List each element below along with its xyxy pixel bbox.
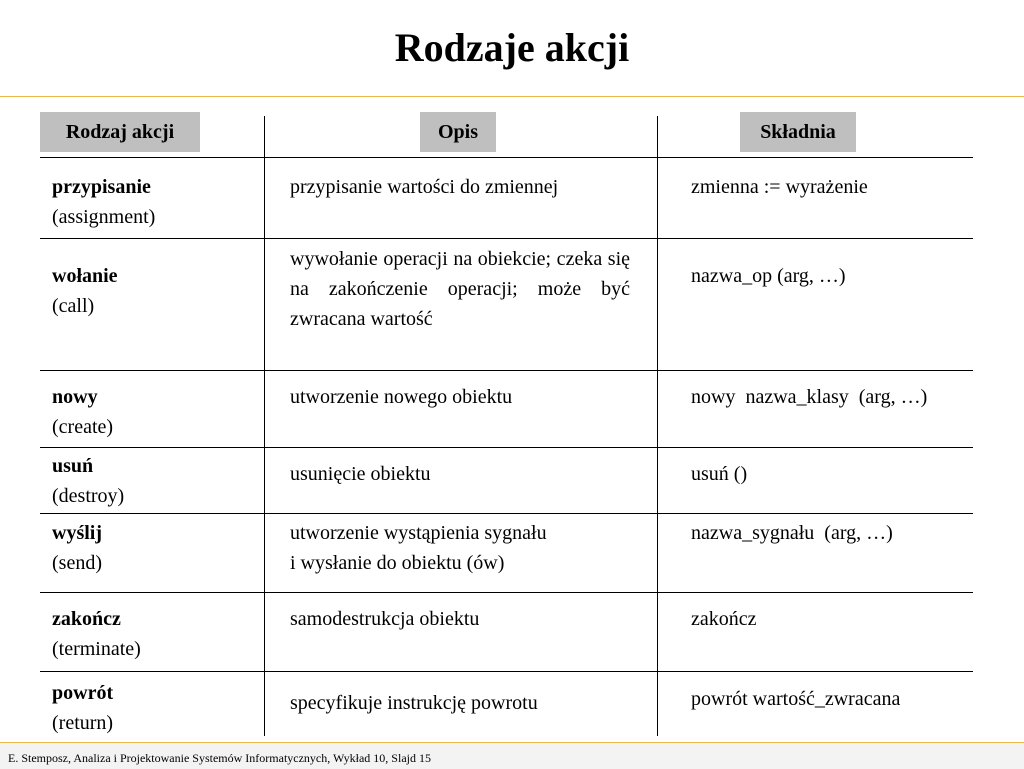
column-divider [264,116,265,736]
header-action-type: Rodzaj akcji [40,112,200,152]
syntax-cell: nowy nazwa_klasy (arg, …) [691,386,928,408]
syntax-cell: zmienna := wyrażenie [691,176,868,198]
action-cell [52,451,264,511]
action-name: przypisanie [52,176,151,198]
syntax-cell: nazwa_op (arg, …) [691,265,846,287]
action-english: (call) [52,295,95,317]
syntax-cell: usuń () [691,463,748,485]
action-name: usuń [52,455,94,477]
description-cell [290,459,630,489]
description-cell [290,688,630,718]
slide-footer [0,742,1024,769]
action-cell [52,678,264,738]
description-text: wywołanie operacji na obiekcie; czeka się na zakończenie operacji; może być zwracana wartość [290,248,630,330]
action-cell [52,604,264,664]
header-description: Opis [420,112,496,152]
action-english: (destroy) [52,485,125,507]
action-cell [52,172,264,232]
column-divider [657,116,658,736]
description-text: usunięcie obiektu [290,463,431,485]
description-text: utworzenie wystąpienia sygnału [290,522,547,544]
action-english: (terminate) [52,638,141,660]
action-name: wołanie [52,265,118,287]
row-divider [40,592,973,593]
action-english: (create) [52,416,114,438]
syntax-cell: powrót wartość_zwracana [691,688,901,710]
action-english: (return) [52,712,114,734]
action-name: zakończ [52,608,121,630]
description-text: utworzenie nowego obiektu [290,386,513,408]
row-divider [40,447,973,448]
description-cell [290,382,630,412]
action-name: powrót [52,682,114,704]
footer-text: E. Stemposz, Analiza i Projektowanie Systemów Informatycznych, Wykład 10, Slajd 15 [8,751,431,765]
syntax-cell: nazwa_sygnału (arg, …) [691,522,893,544]
description-cell [290,172,630,202]
description-cell [290,604,630,634]
header-syntax: Składnia [740,112,856,152]
description-text: specyfikuje instrukcję powrotu [290,692,538,714]
action-english: (send) [52,552,102,574]
action-cell [52,382,264,442]
slide-title: Rodzaje akcji [394,25,630,70]
title-divider [0,96,1024,97]
action-cell [52,518,264,578]
row-divider [40,238,973,239]
row-divider [40,671,973,672]
description-text: przypisanie wartości do zmiennej [290,176,559,198]
row-divider [40,157,973,158]
description-cell [290,244,630,334]
action-cell [52,261,264,321]
description-cell [290,518,630,578]
syntax-cell: zakończ [691,608,757,630]
description-text: i wysłanie do obiektu (ów) [290,552,505,574]
action-name: nowy [52,386,98,408]
row-divider [40,513,973,514]
action-english: (assignment) [52,206,156,228]
row-divider [40,370,973,371]
description-text: samodestrukcja obiektu [290,608,480,630]
action-name: wyślij [52,522,102,544]
